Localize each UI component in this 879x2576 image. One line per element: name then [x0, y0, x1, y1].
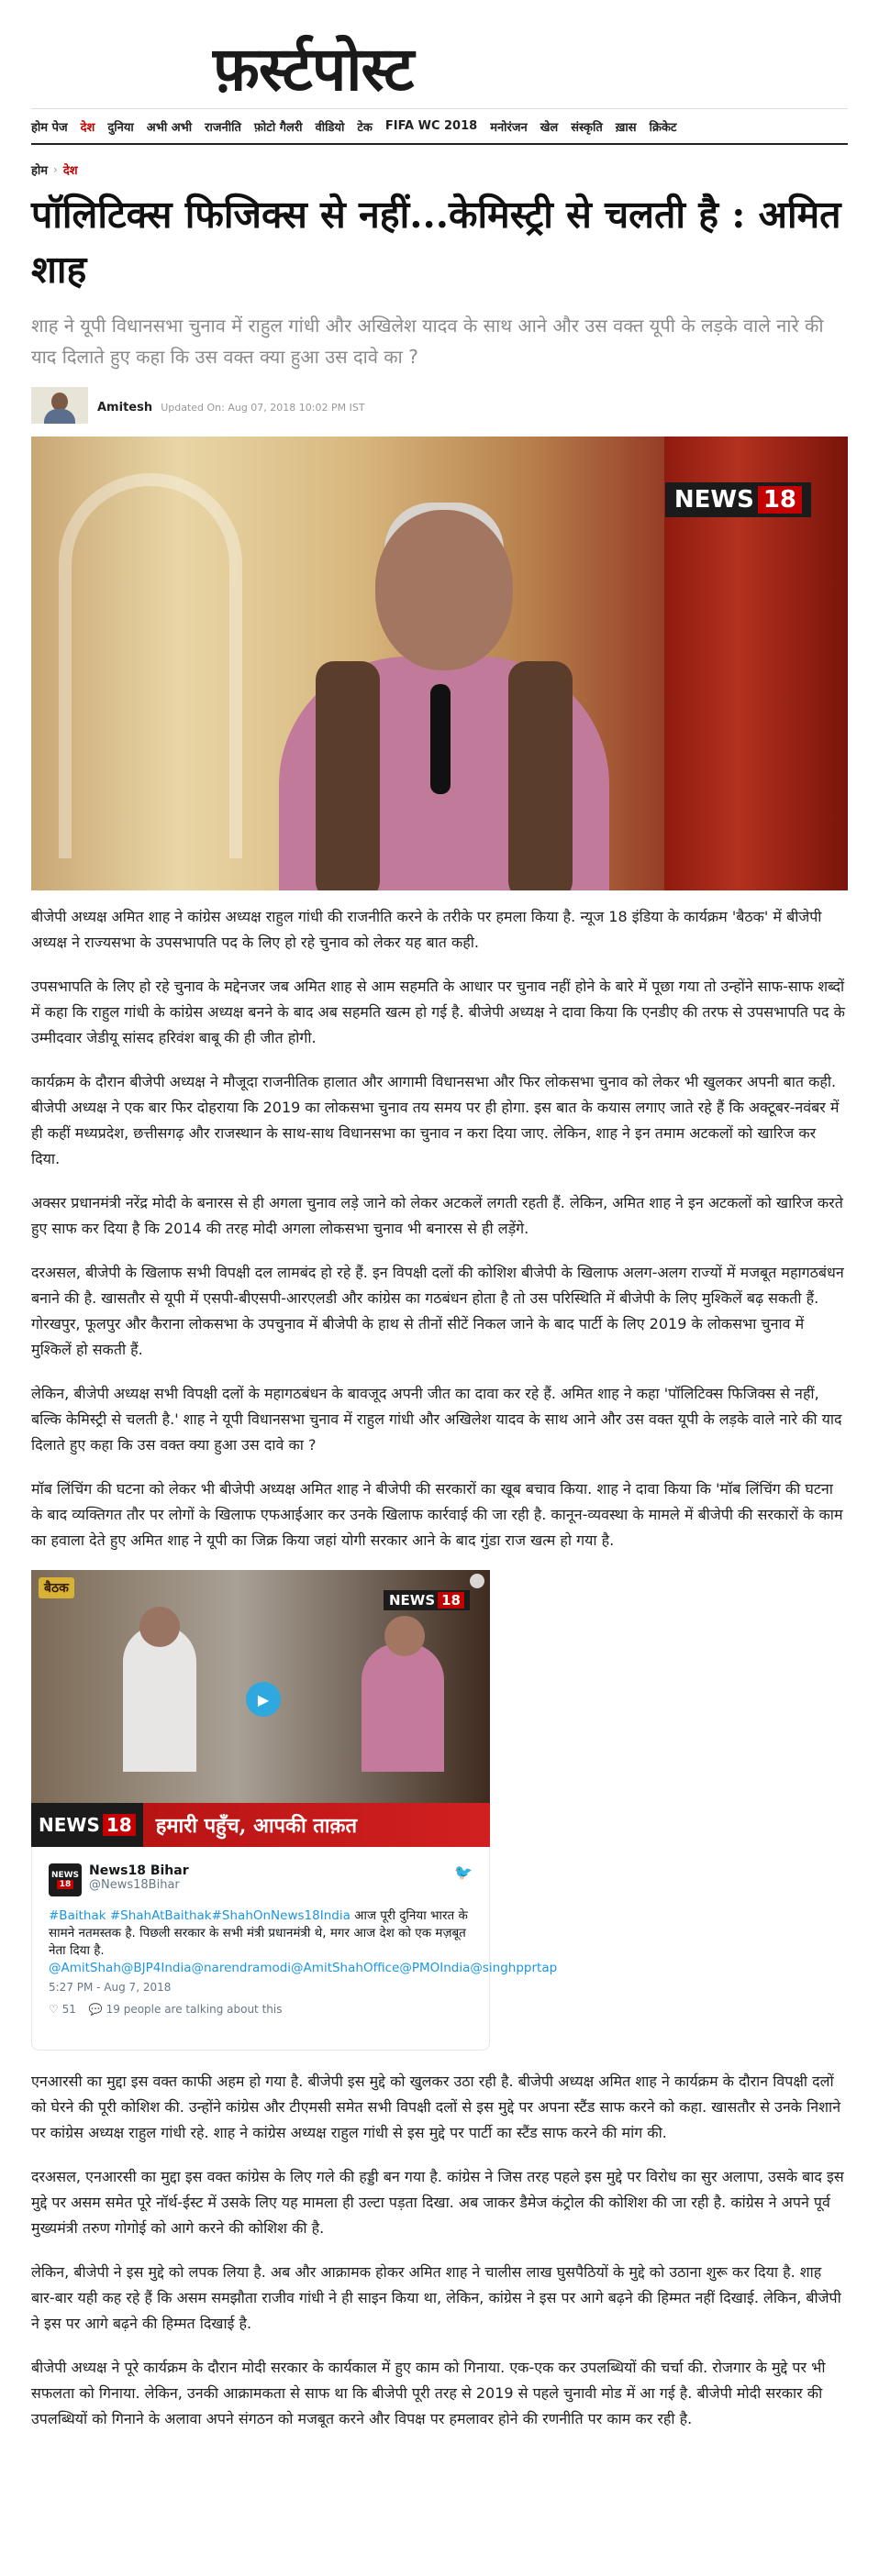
nav-item[interactable]: होम पेज: [31, 120, 68, 135]
article-paragraph: उपसभापति के लिए हो रहे चुनाव के मद्देनजर जब अमित शाह से आम सहमति के आधार पर चुनाव नहीं होने के बारे में पूछा गया तो उन्होंने साफ-साफ शब्दों में कहा कि राहुल गांधी के कांग्रेस अध्यक्ष बनने के बाद अब सहमति खत्म हो गई है. बीजेपी अध्यक्ष ने दावा किया कि एनडीए की तरफ से उपसभापति पद के उम्मीदवार जेडीयू सांसद हरिवंश बाबू की ही जीत होगी.: [31, 978, 845, 1046]
tweet-avatar[interactable]: NEWS 18: [49, 1863, 82, 1896]
nav-item[interactable]: वीडियो: [315, 120, 345, 135]
article-headline: पॉलिटिक्स फिजिक्स से नहीं...केमिस्ट्री से चलती है : अमित शाह: [31, 193, 841, 292]
tweet-body: आज पूरी दुनिया भारत के सामने नतमस्तक है. पिछली सरकार के सभी मंत्री प्रधानमंत्री थे, मगर आज देश को एक मज़बूत नेता दिया है.: [49, 1908, 468, 1958]
nav-item[interactable]: देश: [80, 120, 95, 135]
article-subhead: शाह ने यूपी विधानसभा चुनाव में राहुल गांधी और अखिलेश यादव के साथ आने और उस वक्त यूपी के लड़के वाले नारे की याद दिलाते हुए कहा कि उस वक्त क्या हुआ उस दावे का ?: [31, 315, 824, 368]
nav-item[interactable]: दुनिया: [107, 120, 134, 135]
article-body-bottom: [0, 2069, 879, 2432]
news18-logo: NEWS 18: [665, 482, 811, 517]
article-body-top: [0, 904, 879, 1553]
main-nav: [31, 108, 848, 145]
article-paragraph: दरअसल, बीजेपी के खिलाफ सभी विपक्षी दल लामबंद हो रहे हैं. इन विपक्षी दलों की कोशिश बीजेपी के खिलाफ अलग-अलग राज्यों में मजबूत महागठबंधन बनाने की है. खासतौर से यूपी में एसपी-बीएसपी-आरएलडी और कांग्रेस का गठबंधन होता है तो उस परिस्थिति में बीजेपी के लिए मुश्किलें बढ़ सकती हैं. गोरखपुर, फूलपुर और कैराना लोकसभा के उपचुनाव में बीजेपी के हाथ से तीनों सीटें निकल जाने के बाद पार्टी के लिए 2019 के लोकसभा चुनाव में मुश्किलें हो सकती हैं.: [31, 1264, 844, 1358]
nav-item[interactable]: फ़ोटो गैलरी: [253, 120, 303, 135]
breadcrumb-home[interactable]: होम: [31, 164, 49, 178]
nav-item[interactable]: खेल: [540, 120, 559, 135]
info-icon[interactable]: [470, 1574, 484, 1588]
article-paragraph: लेकिन, बीजेपी अध्यक्ष सभी विपक्षी दलों के महागठबंधन के बावजूद अपनी जीत का दावा कर रहे हैं. अमित शाह ने कहा 'पॉलिटिक्स फिजिक्स से नहीं, बल्कि केमिस्ट्री से चलती है.' शाह ने यूपी विधानसभा चुनाव में राहुल गांधी और अखिलेश यादव के साथ आने और उस वक्त यूपी के लड़के वाले नारे की याद दिलाते हुए कहा कि उस वक्त क्या हुआ उस दावे का ?: [31, 1385, 842, 1454]
like-count: 51: [61, 2003, 76, 2016]
speaker-figure: [261, 492, 628, 890]
nav-item[interactable]: मनोरंजन: [490, 120, 528, 135]
article-paragraph: दरअसल, एनआरसी का मुद्दा इस वक्त कांग्रेस के लिए गले की हड्डी बन गया है. कांग्रेस ने जिस तरह पहले इस मुद्दे पर विरोध का सुर अलापा, उसके बाद इस मुद्दे पर असम समेत पूरे नॉर्थ-ईस्ट में उसके लिए यह मामला ही उल्टा पड़ता दिखा. अब जाकर डैमेज कंट्रोल की कोशिश की जा रही है. कांग्रेस ने अपने पूर्व मुख्यमंत्री तरुण गोगोई को आगे करने की कोशिश की है.: [31, 2168, 844, 2237]
nav-item[interactable]: संस्कृति: [571, 120, 603, 135]
embedded-tweet[interactable]: [31, 1847, 558, 2051]
article-paragraph: एनआरसी का मुद्दा इस वक्त काफी अहम हो गया है. बीजेपी इस मुद्दे को खुलकर उठा रही है. बीजेपी अध्यक्ष अमित शाह ने कार्यक्रम के दौरान विपक्षी दलों को घेरने की पूरी कोशिश की. उन्होंने कांग्रेस और टीएमसी समेत सभी विपक्षी दलों से इस मुद्दे पर अपना स्टैंड साफ करने को कहा. खासतौर से उनके निशाने पर कांग्रेस अध्यक्ष राहुल गांधी रहे. शाह ने कांग्रेस अध्यक्ष राहुल गांधी से इस मुद्दे पर पार्टी का स्टैंड साफ करने की मांग की.: [31, 2073, 841, 2141]
tweet-author-handle[interactable]: @News18Bihar: [89, 1878, 180, 1892]
tweet-text: [49, 1907, 558, 1977]
nav-item[interactable]: क्रिकेट: [649, 120, 677, 135]
twitter-bird-icon[interactable]: 🐦: [454, 1863, 473, 1881]
like-icon[interactable]: ♡ 51: [49, 2003, 76, 2016]
article-paragraph: लेकिन, बीजेपी ने इस मुद्दे को लपक लिया है. अब और आक्रामक होकर अमित शाह ने चालीस लाख घुसपैठियों के मुद्दे को उठाना शुरू कर दिया है. शाह बार-बार यही कह रहे हैं कि असम समझौता राजीव गांधी ने ही साइन किया था, लेकिन, कांग्रेस ने इस पर आगे बढ़ने की हिम्मत नहीं दिखाई. लेकिन, बीजेपी ने इस पर आगे बढ़ने की हिम्मत दिखाई है.: [31, 2263, 841, 2332]
breadcrumb-current[interactable]: देश: [62, 164, 78, 178]
byline: [31, 387, 848, 424]
news18-logo: NEWS 18: [31, 1803, 143, 1847]
nav-item[interactable]: FIFA WC 2018: [384, 119, 478, 133]
nav-item[interactable]: अभी अभी: [146, 120, 193, 135]
tweet-author-name[interactable]: News18 Bihar: [89, 1863, 189, 1878]
updated-timestamp: Updated On: Aug 07, 2018 10:02 PM IST: [161, 401, 365, 414]
nav-item[interactable]: ख़ास: [615, 120, 637, 135]
article-paragraph: बीजेपी अध्यक्ष अमित शाह ने कांग्रेस अध्यक्ष राहुल गांधी की राजनीति करने के तरीके पर हमला किया है. न्यूज 18 इंडिया के कार्यक्रम 'बैठक' में बीजेपी अध्यक्ष ने राज्यसभा के उपसभापति पद के लिए हो रहे चुनाव को लेकर यह बात कही.: [31, 908, 822, 951]
site-logo[interactable]: फ़र्स्टपोस्ट: [213, 33, 414, 105]
article-paragraph: मॉब लिंचिंग की घटना को लेकर भी बीजेपी अध्यक्ष अमित शाह ने बीजेपी की सरकारों का खूब बचाव किया. शाह ने दावा किया कि 'मॉब लिंचिंग की घटना के बाद व्यक्तिगत तौर पर लोगों के खिलाफ एफआईआर कर उनके खिलाफ कार्रवाई की जा रही है. कानून-व्यवस्था के मामले में बीजेपी की सरकारों के काम का हवाला देते हुए अमित शाह ने यूपी का जिक्र किया जहां योगी सरकार आने के बाद गुंडा राज खत्म हो गया है.: [31, 1480, 843, 1549]
chevron-right-icon: ›: [53, 163, 58, 176]
microphone-icon: [430, 684, 451, 794]
tweet-hashtags[interactable]: #Baithak #ShahAtBaithak#ShahOnNews18India: [49, 1908, 350, 1923]
banner-tagline: हमारी पहुँच, आपकी ताक़त: [155, 1814, 357, 1838]
article-paragraph: कार्यक्रम के दौरान बीजेपी अध्यक्ष ने मौजूदा राजनीतिक हालात और आगामी विधानसभा और फिर लोकसभा चुनाव को लेकर भी खुलकर अपनी बात कही. बीजेपी अध्यक्ष ने एक बार फिर दोहराया कि 2019 का लोकसभा चुनाव तय समय पर ही होगा. इस बात के कयास लगाए जाते रहे हैं कि अक्टूबर-नवंबर में ही कहीं मध्यप्रदेश, छत्तीसगढ़ और राजस्थान के साथ-साथ विधानसभा का चुनाव न करा दिया जाए. लेकिन, शाह ने इन तमाम अटकलों को खारिज कर दिया.: [31, 1073, 840, 1167]
tweet-mentions[interactable]: @AmitShah@BJP4India@narendramodi@AmitShahOffice@PMOIndia@singhpprtap: [49, 1961, 558, 1975]
nav-item[interactable]: राजनीति: [205, 120, 241, 135]
article-paragraph: बीजेपी अध्यक्ष ने पूरे कार्यक्रम के दौरान मोदी सरकार के कार्यकाल में हुए काम को गिनाया. एक-एक कर उपलब्धियों की चर्चा की. रोजगार के मुद्दे पर भी सफलता को गिनाया. लेकिन, उनकी आक्रामकता से साफ था कि बीजेपी पूरी तरह से 2019 से पहले चुनावी मोड में आ गई है. बीजेपी मोदी सरकार की उपलब्धियों को गिनाने के अलावा अपने संगठन को मजबूत करने और विपक्ष पर हमलावर होने की रणनीति पर काम कर रही है.: [31, 2359, 826, 2427]
tweet-timestamp[interactable]: 5:27 PM - Aug 7, 2018: [49, 1981, 172, 1994]
news18-logo: NEWS 18: [384, 1590, 470, 1610]
show-label: बैठक: [39, 1577, 74, 1598]
masthead: [0, 0, 879, 108]
author-name[interactable]: Amitesh: [97, 400, 153, 415]
breadcrumb: [31, 161, 848, 178]
nav-item[interactable]: टेक: [357, 120, 373, 135]
play-icon[interactable]: ▶: [246, 1682, 281, 1717]
article-paragraph: अक्सर प्रधानमंत्री नरेंद्र मोदी के बनारस से ही अगला चुनाव लड़े जाने को लेकर अटकलें लगती रहती हैं. लेकिन, अमित शाह ने इन अटकलों को खारिज करते हुए साफ कर दिया है कि 2014 की तरह मोदी अगला लोकसभा चुनाव भी बनारस से ही लड़ेंगे.: [31, 1194, 843, 1237]
hero-image: [31, 437, 848, 890]
talking-link[interactable]: 💬 19 people are talking about this: [88, 2003, 283, 2016]
video-embed[interactable]: [31, 1570, 490, 1847]
video-banner: [31, 1803, 490, 1847]
author-avatar[interactable]: [31, 387, 88, 424]
